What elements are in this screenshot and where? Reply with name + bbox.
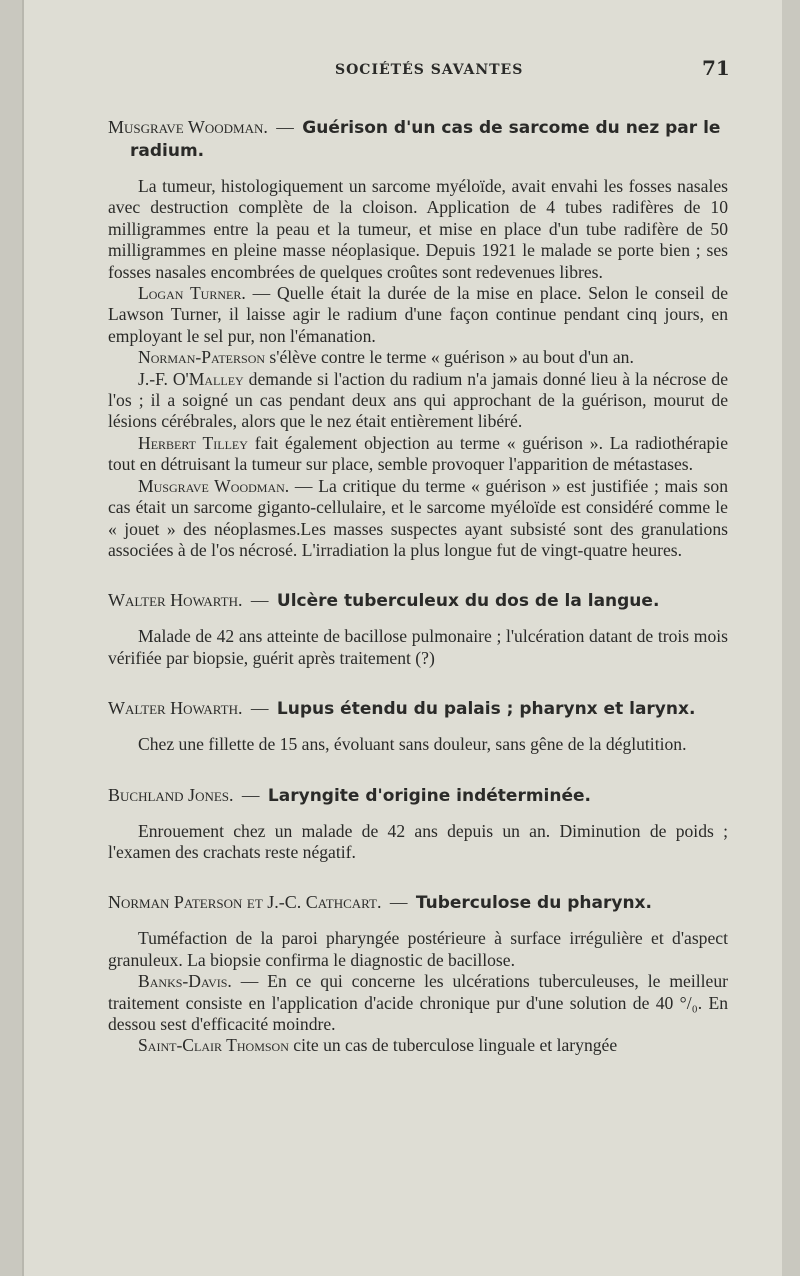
paragraph: Enrouement chez un malade de 42 ans depuis un an. Diminution de poids ; l'examen des crachats reste négatif. [108,820,728,862]
section-separator: — [389,892,408,913]
section-title: Laryngite d'origine indéterminée. [267,785,592,806]
section-title: Guérison d'un cas de sarcome du nez par le radium. [130,118,721,161]
section-heading [108,116,728,162]
speaker-name: Herbert Tilley [138,432,248,453]
section-title: Ulcère tuberculeux du dos de la langue. [276,591,660,612]
section-separator: — [250,590,269,611]
section-author: Buchland Jones. [108,784,234,805]
section-title: Tuberculose du pharynx. [415,893,652,914]
paragraph: Norman-Paterson s'élève contre le terme « guérison » au bout d'un an. [138,347,634,368]
page-body [108,116,728,1057]
paragraph: Malade de 42 ans atteinte de bacillose pulmonaire ; l'ulcération datant de trois mois vérifiée par biopsie, guérit après traitement (?) [108,626,728,668]
section-author: Walter Howarth. [108,698,243,719]
paragraph: J.-F. O'Malley demande si l'action du radium n'a jamais donné lieu à la nécrose de l'os ; il a soigné un cas pendant deux ans qui approchant de la guérison, mourut de lésions cérébrales, alors que le nez était entièrement libéré. [108,368,728,432]
section-separator: — [276,117,294,137]
speaker-name: Banks-Davis. [138,971,232,992]
document-page [22,0,782,1276]
paragraph: Saint-Clair Thomson cite un cas de tuberculose linguale et laryngée [138,1035,618,1056]
section-author: Musgrave Woodman. [108,117,268,137]
section-heading [108,697,728,720]
paragraph: La tumeur, histologiquement un sarcome myéloïde, avait envahi les fosses nasales avec destruction complète de la cloison. Application de 4 tubes radifères de 10 milligrammes entre la peau et la tumeur, et mise en place d'un tube radifère de 50 milligrammes en pleine masse néoplasique. Depuis 1921 le malade se porte bien ; ses fosses nasales encombrées de quelques croûtes sont redevenues libres. [108,176,728,282]
paragraph: Herbert Tilley fait également objection au terme « guérison ». La radiothérapie tout en détruisant la tumeur sur place, semble provoquer l'apparition de métastases. [108,432,728,475]
speaker-name: Logan Turner. [138,283,246,304]
section-author: Walter Howarth. [108,590,243,611]
page-header [22,56,782,86]
speaker-name: Saint-Clair Thomson [138,1035,289,1056]
speaker-name: Norman-Paterson [138,347,266,368]
paragraph: Logan Turner. — Quelle était la durée de la mise en place. Selon le conseil de Lawson Turner, il laisse agir le radium d'une façon continue pendant cinq jours, en employant le sel pur, non l'émanation. [108,283,729,346]
section-author: Norman Paterson et J.-C. Cathcart. [108,892,382,913]
section-heading [108,589,728,612]
page-number: 71 [702,56,730,80]
paragraph: Banks-Davis. — En ce qui concerne les ulcérations tuberculeuses, le meilleur traitement consiste en l'application d'acide chronique pur d'une solution de 40 °/₀. En dessou sest d'efficacité moindre. [108,971,728,1034]
section-separator: — [241,784,260,805]
speaker-name: Musgrave Woodman. [138,475,290,496]
paragraph: Musgrave Woodman. — La critique du terme « guérison » est justifiée ; mais son cas était un sarcome giganto-cellulaire, et le sarcome myéloïde est considéré comme le « jouet » des néoplasmes.Les masses suspectes ayant subsisté sont des granulations associées à de l'os nécrosé. L'irradiation la plus longue fut de vingt-quatre heures. [108,475,729,560]
paragraph: Chez une fillette de 15 ans, évoluant sans douleur, sans gêne de la déglutition. [138,734,687,755]
speaker-name: J.-F. O'Malley [138,368,244,389]
section-separator: — [250,698,269,719]
section-heading [108,784,728,807]
paragraph: Tuméfaction de la paroi pharyngée postérieure à surface irrégulière et d'aspect granuleux. La biopsie confirma le diagnostic de bacillose. [108,928,728,970]
section-heading [108,891,728,914]
running-title: SOCIÉTÉS SAVANTES [335,62,524,78]
section-title: Lupus étendu du palais ; pharynx et larynx. [276,699,696,720]
